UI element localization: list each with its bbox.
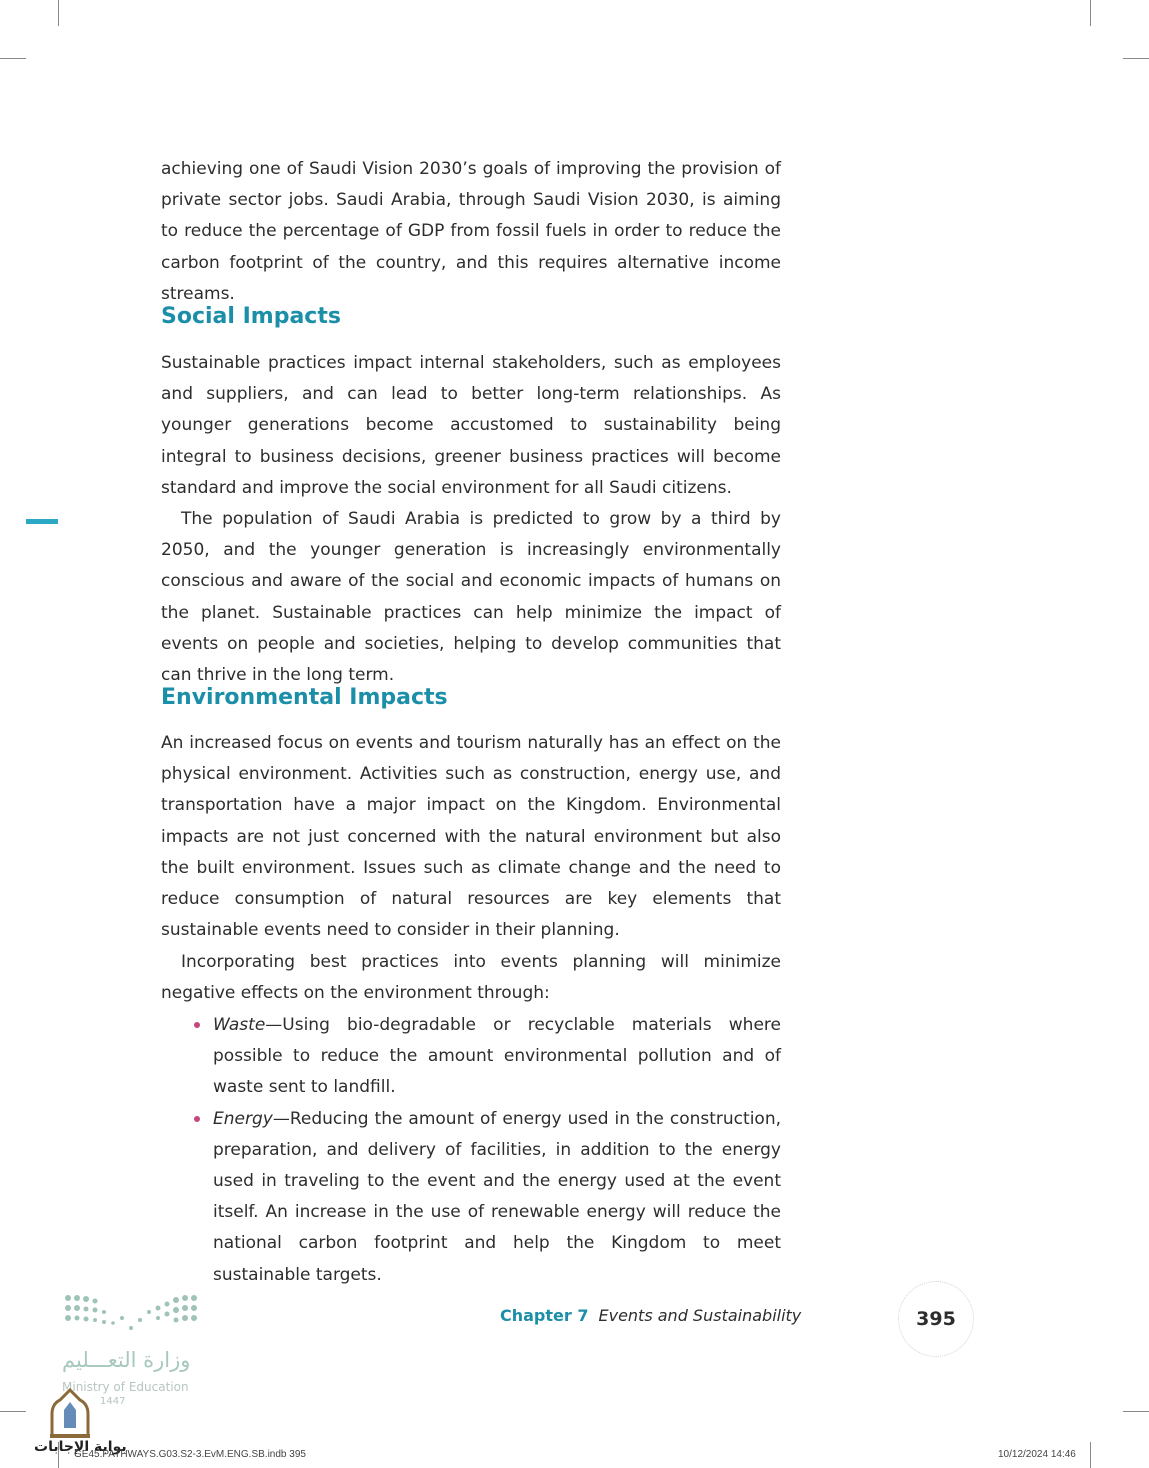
social-paragraph-2: The population of Saudi Arabia is predicted to grow by a third by 2050, and the younger generation is increasingly environmentally conscious and aware of the social and economic impacts of humans on the planet. Sustainable practices can help minimize the impact of events on people and societies, helping to develop communities that can thrive in the long term. [161,509,781,686]
lantern-icon [46,1388,94,1440]
page-number-text: 395 [916,1308,956,1330]
environmental-paragraph-1: An increased focus on events and tourism naturally has an effect on the physical environment. Activities such as construction, energy use, and transportation have a major impact on the Kingdom. Environmental impacts are not just concerned with the natural environment but also the built environment. Issues such as climate change and the need to reduce consumption of natural resources are key elements that sustainable events need to consider in their planning. [161,733,781,941]
chapter-label: Chapter 7 [500,1306,589,1325]
bullet-dot-icon [194,1116,200,1122]
bullet-term: Energy [213,1108,273,1129]
bullet-dot-icon [194,1022,200,1028]
bullet-text: —Reducing the amount of energy used in the construction, preparation, and delivery of facilities, in addition to the energy used in traveling to the event and the energy used at the event itself. An increase in the use of renewable energy will reduce the national carbon footprint and help the Kingdom to meet sustainable targets. [213,1108,781,1285]
ministry-year: 1447 [100,1396,126,1407]
ministry-english-name: Ministry of Education [62,1380,189,1394]
crop-mark [1123,58,1149,59]
crop-mark [0,1411,26,1412]
watermark-text: بوابة الإجابات [34,1439,127,1455]
page-number [898,1281,974,1357]
social-impacts-heading: Social Impacts [161,304,341,329]
bullet-list [161,1010,781,1291]
crop-mark [1090,1442,1091,1468]
side-tab-marker [26,519,58,524]
bullet-text: —Using bio-degradable or recyclable materials where possible to reduce the amount environmental pollution and of waste sent to landfill. [213,1015,781,1098]
environmental-impacts-heading: Environmental Impacts [161,685,448,710]
slug-date: 10/12/2024 14:46 [998,1449,1076,1460]
crop-mark [1123,1411,1149,1412]
ministry-arabic-name: وزارة التعـــليم [62,1348,191,1372]
social-paragraph-1: Sustainable practices impact internal stakeholders, such as employees and suppliers, and can lead to better long-term relationships. As younger generations become accustomed to sustainability being integral to business decisions, greener business practices will become standard and improve the social environment for all Saudi citizens. [161,353,781,498]
bullet-term: Waste [213,1015,266,1035]
ministry-logo-icon [60,1290,205,1338]
footer-chapter [500,1306,801,1325]
environmental-paragraph-2: Incorporating best practices into events planning will minimize negative effects on the environment through: [161,952,781,1004]
crop-mark [58,0,59,26]
crop-mark [1090,0,1091,26]
chapter-title: Events and Sustainability [598,1306,802,1325]
list-item [161,1104,781,1291]
list-item [161,1010,781,1104]
crop-mark [0,58,26,59]
slug-file: GE45.PATHWAYS.G03.S2-3.EvM.ENG.SB.indb 395 [74,1449,306,1460]
intro-paragraph: achieving one of Saudi Vision 2030’s goals of improving the provision of private sector jobs. Saudi Arabia, through Saudi Vision 2030, is aiming to reduce the percentage of GDP from fossil fuels in order to reduce the carbon footprint of the country, and this requires alternative income streams. [161,159,781,304]
